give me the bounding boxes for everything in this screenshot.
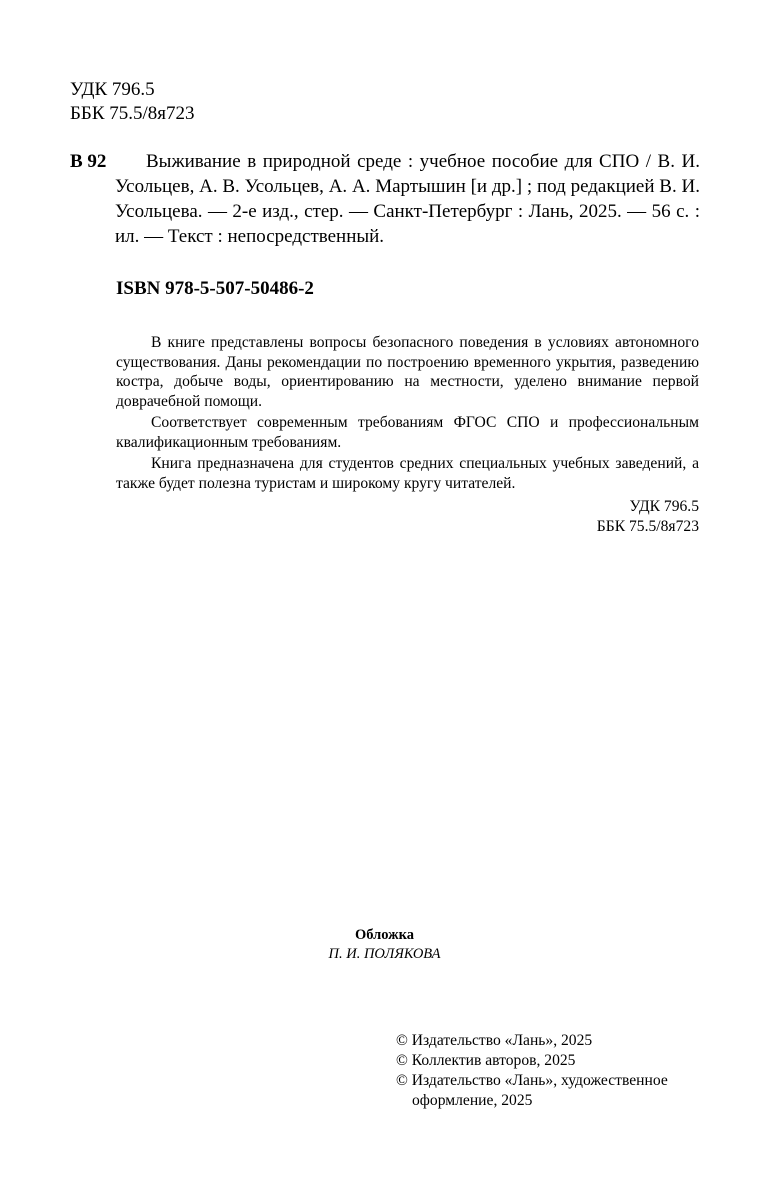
annotation	[116, 333, 699, 536]
cover-credit	[0, 926, 769, 964]
isbn: ISBN 978-5-507-50486-2	[116, 278, 314, 299]
cover-designer: П. И. ПОЛЯКОВА	[328, 946, 441, 962]
copyright-block	[396, 1031, 712, 1111]
copyright-line-3: © Издательство «Лань», художественное оформление, 2025	[396, 1072, 668, 1109]
bbk-code: ББК 75.5/8я723	[70, 103, 195, 124]
copyright-line-2: © Коллектив авторов, 2025	[396, 1052, 576, 1069]
author-mark: В 92	[70, 151, 107, 172]
udk-code: УДК 796.5	[70, 79, 155, 100]
cover-label: Обложка	[354, 927, 415, 943]
annotation-paragraph-2: Соответствует современным требованиям ФГОС СПО и профессиональным квалификационным требованиям.	[116, 414, 699, 451]
annotation-paragraph-1: В книге представлены вопросы безопасного поведения в условиях автономного существования. Даны рекомендации по построению временного укрытия, разведению костра, добыче воды, ориентированию на местности, уделено внимание первой доврачебной помощи.	[116, 334, 699, 410]
copyright-line-1: © Издательство «Лань», 2025	[396, 1032, 593, 1049]
annotation-classification	[116, 497, 699, 536]
annotation-paragraph-3: Книга предназначена для студентов средних специальных учебных заведений, а также будет полезна туристам и широкому кругу читателей.	[116, 455, 699, 492]
annotation-bbk: ББК 75.5/8я723	[596, 517, 699, 535]
classification-header	[70, 78, 195, 126]
annotation-udk: УДК 796.5	[629, 498, 699, 515]
bibliographic-description: Выживание в природной среде : учебное пособие для СПО / В. И. Усольцев, А. В. Усольцев, А. А. Мартышин [и др.] ; под редакцией В. И. Усольцева. — 2-е изд., стер. — Санкт-Петербург : Лань, 2025. — 56 с. : ил. — Текст : непосредственный.	[115, 151, 700, 247]
bibliographic-entry	[70, 149, 700, 249]
